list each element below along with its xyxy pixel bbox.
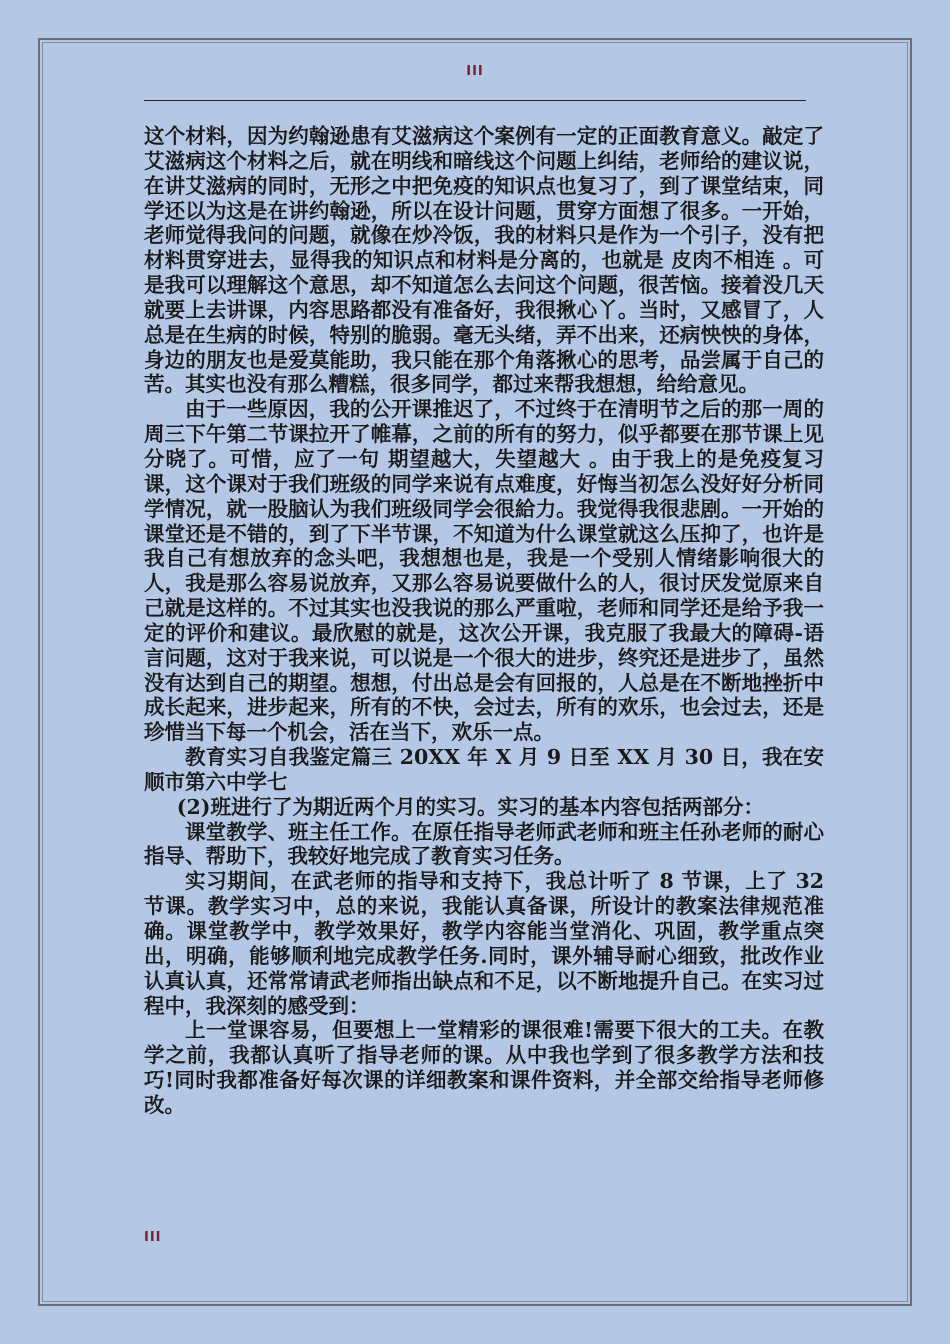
paragraph-1: 这个材料，因为约翰逊患有艾滋病这个案例有一定的正面教育意义。敲定了艾滋病这个材料之后，就在明线和暗线这个问题上纠结，老师给的建议说，在讲艾滋病的同时，无形之中把免疫的知识点也复习了，到了课堂结束，同学还以为这是在讲约翰逊，所以在设计问题，贯穿方面想了很多。一开始，老师觉得我问的问题，就像在炒冷饭，我的材料只是作为一个引子，没有把材料贯穿进去，显得我的知识点和材料是分离的，也就是 皮肉不相连 。可是我可以理解这个意思，却不知道怎么去问这个问题，很苦恼。接着没几天就要上去讲课，内容思路都没有准备好，我很揪心丫。当时，又感冒了，人总是在生病的时候，特别的脆弱。毫无头绪，弄不出来，还病怏怏的身体，身边的朋友也是爱莫能助，我只能在那个角落揪心的思考，品尝属于自己的苦。其实也没有那么糟糕，很多同学，都过来帮我想想，给给意见。 bbox=[144, 124, 824, 397]
paragraph-4: (2)班进行了为期近两个月的实习。实习的基本内容包括两部分： bbox=[176, 794, 764, 819]
document-body bbox=[144, 124, 824, 1118]
paragraph-6: 实习期间，在武老师的指导和支持下，我总计听了 8 节课，上了 32 节课。教学实习中，总的来说，我能认真备课，所设计的教案法律规范准确。课堂教学中，教学效果好，教学内容能当堂消化、巩固，教学重点突出，明确，能够顺利地完成教学任务.同时，课外辅导耐心细致，批改作业认真认真，还常常请武老师指出缺点和不足，以不断地提升自己。在实习过程中，我深刻的感受到： bbox=[144, 869, 824, 1018]
paragraph-3: 教育实习自我鉴定篇三 20XX 年 X 月 9 日至 XX 月 30 日，我在安顺市第六中学七 bbox=[144, 745, 824, 794]
header-mark: III bbox=[466, 64, 484, 79]
footer-mark: III bbox=[144, 1230, 162, 1245]
paragraph-5: 课堂教学、班主任工作。在原任指导老师武老师和班主任孙老师的耐心指导、帮助下，我较好地完成了教育实习任务。 bbox=[144, 819, 824, 869]
paragraph-7: 上一堂课容易，但要想上一堂精彩的课很难!需要下很大的工夫。在教学之前，我都认真听了指导老师的课。从中我也学到了很多教学方法和技巧!同时我都准备好每次课的详细教案和课件资料，并全部交给指导老师修改。 bbox=[144, 1018, 824, 1117]
header-rule bbox=[144, 100, 806, 101]
paragraph-2: 由于一些原因，我的公开课推迟了，不过终于在清明节之后的那一周的周三下午第二节课拉开了帷幕，之前的所有的努力，似乎都要在那节课上见分晓了。可惜，应了一句 期望越大，失望越大 。由于我上的是免疫复习课，这个课对于我们班级的同学来说有点难度，好悔当初怎么没好好分析同学情况，就一股脑认为我们班级同学会很給力。我觉得我很悲剧。一开始的课堂还是不错的，到了下半节课，不知道为什么课堂就这么压抑了，也许是我自己有想放弃的念头吧，我想想也是，我是一个受别人情绪影响很大的人，我是那么容易说放弃，又那么容易说要做什么的人，很讨厌发觉原来自己就是这样的。不过其实也没我说的那么严重啦，老师和同学还是给予我一定的评价和建议。最欣慰的就是，这次公开课，我克服了我最大的障碍-语言问题，这对于我来说，可以说是一个很大的进步，终究还是进步了，虽然没有达到自己的期望。想想，付出总是会有回报的，人总是在不断地挫折中成长起来，进步起来，所有的不快，会过去，所有的欢乐，也会过去，还是珍惜当下每一个机会，活在当下，欢乐一点。 bbox=[144, 397, 824, 745]
